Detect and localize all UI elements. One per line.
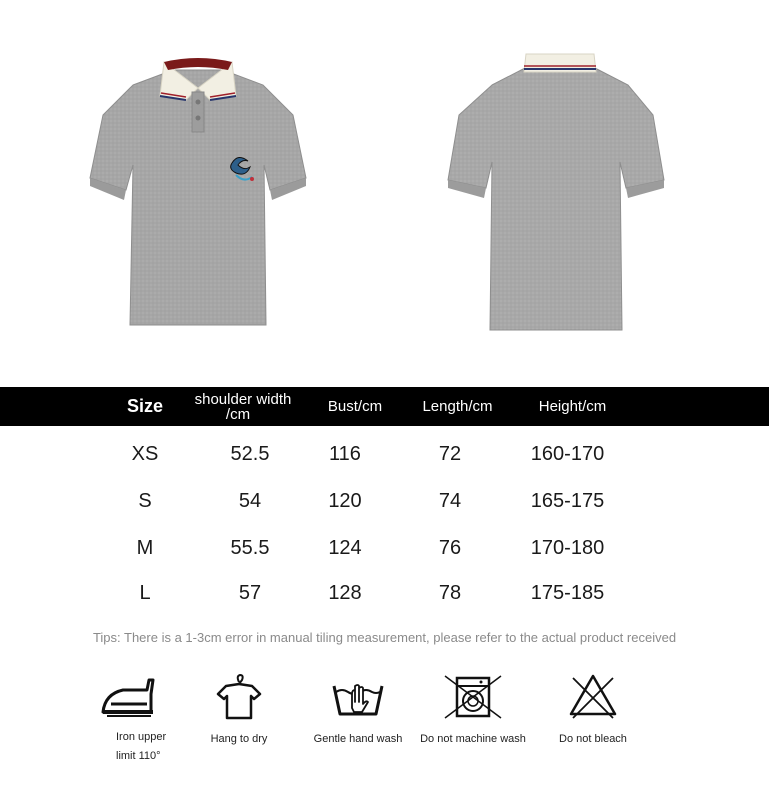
- header-shoulder-width: [178, 387, 308, 426]
- cell-shoulder: 52.5: [230, 442, 270, 465]
- care-no-machine-label: Do not machine wash: [420, 733, 526, 745]
- cell-bust: 124: [328, 536, 362, 559]
- care-hang-label: Hang to dry: [210, 733, 268, 745]
- cell-size: L: [139, 581, 151, 604]
- cell-length: 74: [438, 489, 462, 512]
- header-height: Height/cm: [538, 398, 607, 415]
- cell-length: 76: [438, 536, 462, 559]
- care-iron: [72, 672, 182, 766]
- no-machine-wash-icon: [443, 672, 503, 720]
- care-no-bleach-label: Do not bleach: [559, 733, 627, 745]
- care-no-bleach: [538, 672, 648, 749]
- cell-shoulder: 55.5: [230, 536, 270, 559]
- cell-height: 160-170: [530, 442, 605, 465]
- cell-height: 170-180: [530, 536, 605, 559]
- table-row: [0, 578, 769, 608]
- iron-icon: [97, 672, 157, 720]
- header-shoulder-line2: /cm: [225, 405, 251, 423]
- table-row: [0, 486, 769, 516]
- cell-bust: 128: [328, 581, 362, 604]
- table-row: [0, 533, 769, 563]
- cell-size: S: [138, 489, 152, 512]
- care-no-machine: [418, 672, 528, 749]
- size-table-header: [0, 387, 769, 426]
- cell-length: 78: [438, 581, 462, 604]
- care-iron-label-line2: limit 110°: [116, 750, 161, 762]
- care-iron-label: [116, 728, 186, 766]
- hang-dry-icon: [214, 672, 264, 720]
- care-hand-wash-label: Gentle hand wash: [313, 733, 403, 745]
- table-row: [0, 439, 769, 469]
- care-hand-wash: [303, 672, 413, 749]
- header-size: Size: [126, 396, 164, 416]
- cell-length: 72: [438, 442, 462, 465]
- cell-bust: 120: [328, 489, 362, 512]
- care-iron-label-line1: Iron upper: [116, 731, 167, 743]
- cell-size: M: [136, 536, 154, 559]
- cell-shoulder: 54: [238, 489, 262, 512]
- no-bleach-icon: [565, 672, 621, 720]
- cell-shoulder: 57: [238, 581, 262, 604]
- cell-height: 175-185: [530, 581, 605, 604]
- cell-size: XS: [131, 442, 159, 465]
- measurement-tips: Tips: There is a 1-3cm error in manual tiling measurement, please refer to the actual product received: [92, 630, 677, 645]
- header-length: Length/cm: [422, 398, 493, 415]
- care-hang: [184, 672, 294, 749]
- header-shoulder-line1: shoulder width: [194, 390, 292, 408]
- product-photo-back: [440, 40, 680, 340]
- hand-wash-icon: [330, 672, 386, 720]
- header-bust: Bust/cm: [327, 398, 383, 415]
- cell-bust: 116: [329, 442, 361, 465]
- cell-height: 165-175: [530, 489, 605, 512]
- product-photo-front: [78, 40, 318, 340]
